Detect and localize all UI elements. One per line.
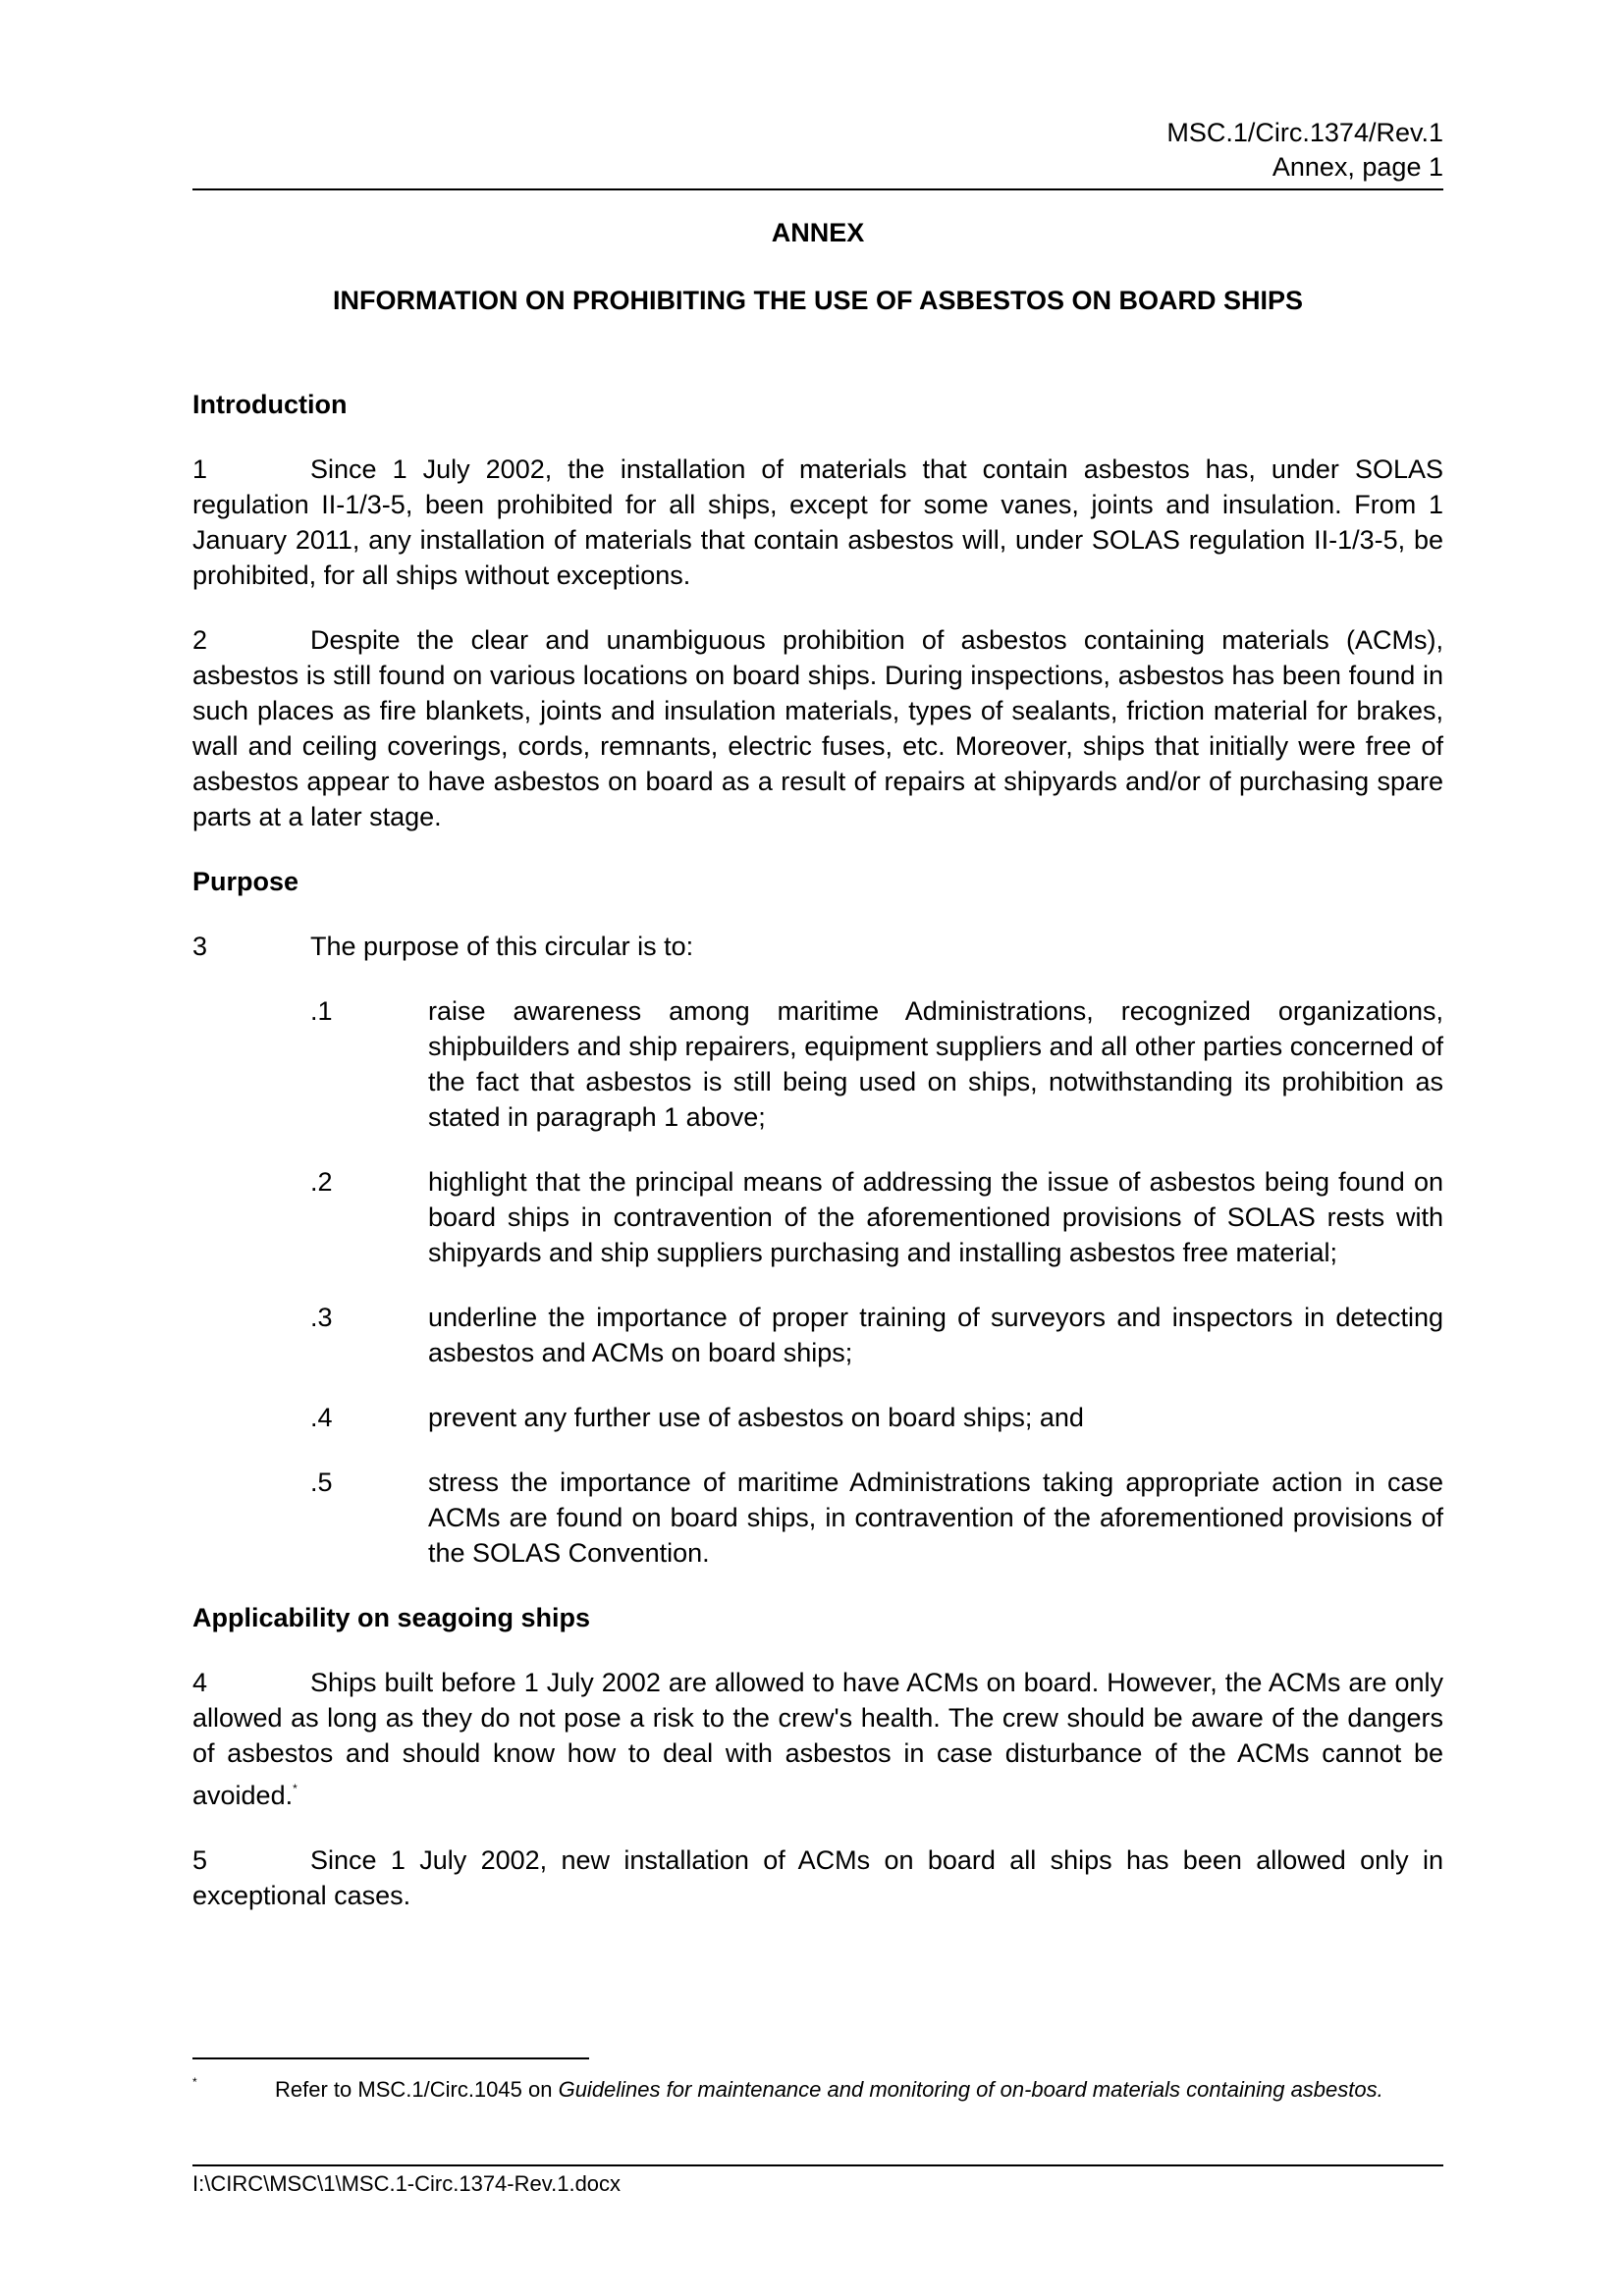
footnote-reference[interactable]: * xyxy=(293,1782,298,1795)
item-number: .1 xyxy=(310,996,333,1026)
item-number: .2 xyxy=(310,1167,333,1197)
footer-divider xyxy=(192,2164,1443,2166)
paragraph-3 xyxy=(192,929,1443,964)
paragraph-2 xyxy=(192,622,1443,834)
item-text: raise awareness among maritime Administrations, recognized organizations, shipbuilders and ship repairers, equipment suppliers and all other parties concerned of the fact that asbestos is still being used on ships, notwithstanding its prohibition as stated in paragraph 1 above; xyxy=(428,996,1443,1132)
item-number: .3 xyxy=(310,1303,333,1332)
item-text: prevent any further use of asbestos on board ships; and xyxy=(428,1403,1084,1432)
file-path: I:\CIRC\MSC\1\MSC.1-Circ.1374-Rev.1.docx xyxy=(192,2171,622,2196)
paragraph-text: The purpose of this circular is to: xyxy=(310,932,694,961)
paragraph-number: 1 xyxy=(192,454,208,484)
purpose-item-3 xyxy=(192,1300,1443,1370)
document-body xyxy=(192,387,1443,1943)
paragraph-number: 5 xyxy=(192,1845,208,1875)
introduction-heading: Introduction xyxy=(192,390,348,419)
paragraph-1 xyxy=(192,452,1443,593)
paragraph-number: 4 xyxy=(192,1668,208,1697)
header-divider xyxy=(192,188,1443,190)
paragraph-text: Since 1 July 2002, new installation of ACMs on board all ships has been allowed only in exceptional cases. xyxy=(192,1845,1443,1910)
footnote xyxy=(192,2075,1443,2104)
paragraph-text: Despite the clear and unambiguous prohibition of asbestos containing materials (ACMs), asbestos is still found on various locations on board ships. During inspections, asbestos has been found in such places as fire blankets, joints and insulation materials, types of sealants, friction material for brakes, wall and ceiling coverings, cords, remnants, electric fuses, etc. Moreover, ships that initially were free of asbestos appear to have asbestos on board as a result of repairs at shipyards and/or of purchasing spare parts at a later stage. xyxy=(192,625,1443,831)
document-title: INFORMATION ON PROHIBITING THE USE OF ASBESTOS ON BOARD SHIPS xyxy=(332,286,1304,315)
purpose-item-5 xyxy=(192,1465,1443,1571)
footnote-guideline-title: Guidelines for maintenance and monitoring of on-board materials containing asbestos. xyxy=(558,2077,1383,2102)
footnote-divider xyxy=(192,2057,589,2059)
page-label: Annex, page 1 xyxy=(1272,152,1443,182)
purpose-item-2 xyxy=(192,1164,1443,1270)
paragraph-number: 2 xyxy=(192,625,208,655)
paragraph-text: Ships built before 1 July 2002 are allowed to have ACMs on board. However, the ACMs are only allowed as long as they do not pose a risk to the crew's health. The crew should be aware of the dangers of asbestos and should know how to deal with asbestos in case disturbance of the ACMs cannot be avoided. xyxy=(192,1668,1443,1810)
footnote-text xyxy=(275,2075,1443,2104)
item-number: .4 xyxy=(310,1403,333,1432)
item-text: underline the importance of proper training of surveyors and inspectors in detecting asbestos and ACMs on board ships; xyxy=(428,1303,1443,1367)
purpose-heading: Purpose xyxy=(192,867,299,896)
footnote-prefix: Refer to MSC.1/Circ.1045 on xyxy=(275,2077,559,2102)
paragraph-number: 3 xyxy=(192,932,208,961)
item-text: highlight that the principal means of addressing the issue of asbestos being found on board ships in contravention of the aforementioned provisions of SOLAS rests with shipyards and ship suppliers purchasing and installing asbestos free material; xyxy=(428,1167,1443,1267)
item-number: .5 xyxy=(310,1468,333,1497)
item-text: stress the importance of maritime Administrations taking appropriate action in case ACMs are found on board ships, in contravention of the aforementioned provisions of the SOLAS Convention. xyxy=(428,1468,1443,1568)
paragraph-text: Since 1 July 2002, the installation of materials that contain asbestos has, under SOLAS regulation II-1/3-5, been prohibited for all ships, except for some vanes, joints and insulation. From 1 January 2011, any installation of materials that contain asbestos will, under SOLAS regulation II-1/3-5, be prohibited, for all ships without exceptions. xyxy=(192,454,1443,590)
document-reference xyxy=(192,116,1443,185)
circular-number: MSC.1/Circ.1374/Rev.1 xyxy=(1166,118,1443,147)
purpose-item-1 xyxy=(192,993,1443,1135)
purpose-item-4 xyxy=(192,1400,1443,1435)
paragraph-5 xyxy=(192,1842,1443,1913)
footnote-mark: * xyxy=(192,2075,197,2089)
paragraph-4 xyxy=(192,1665,1443,1813)
applicability-heading: Applicability on seagoing ships xyxy=(192,1603,591,1632)
annex-title: ANNEX xyxy=(771,218,865,247)
